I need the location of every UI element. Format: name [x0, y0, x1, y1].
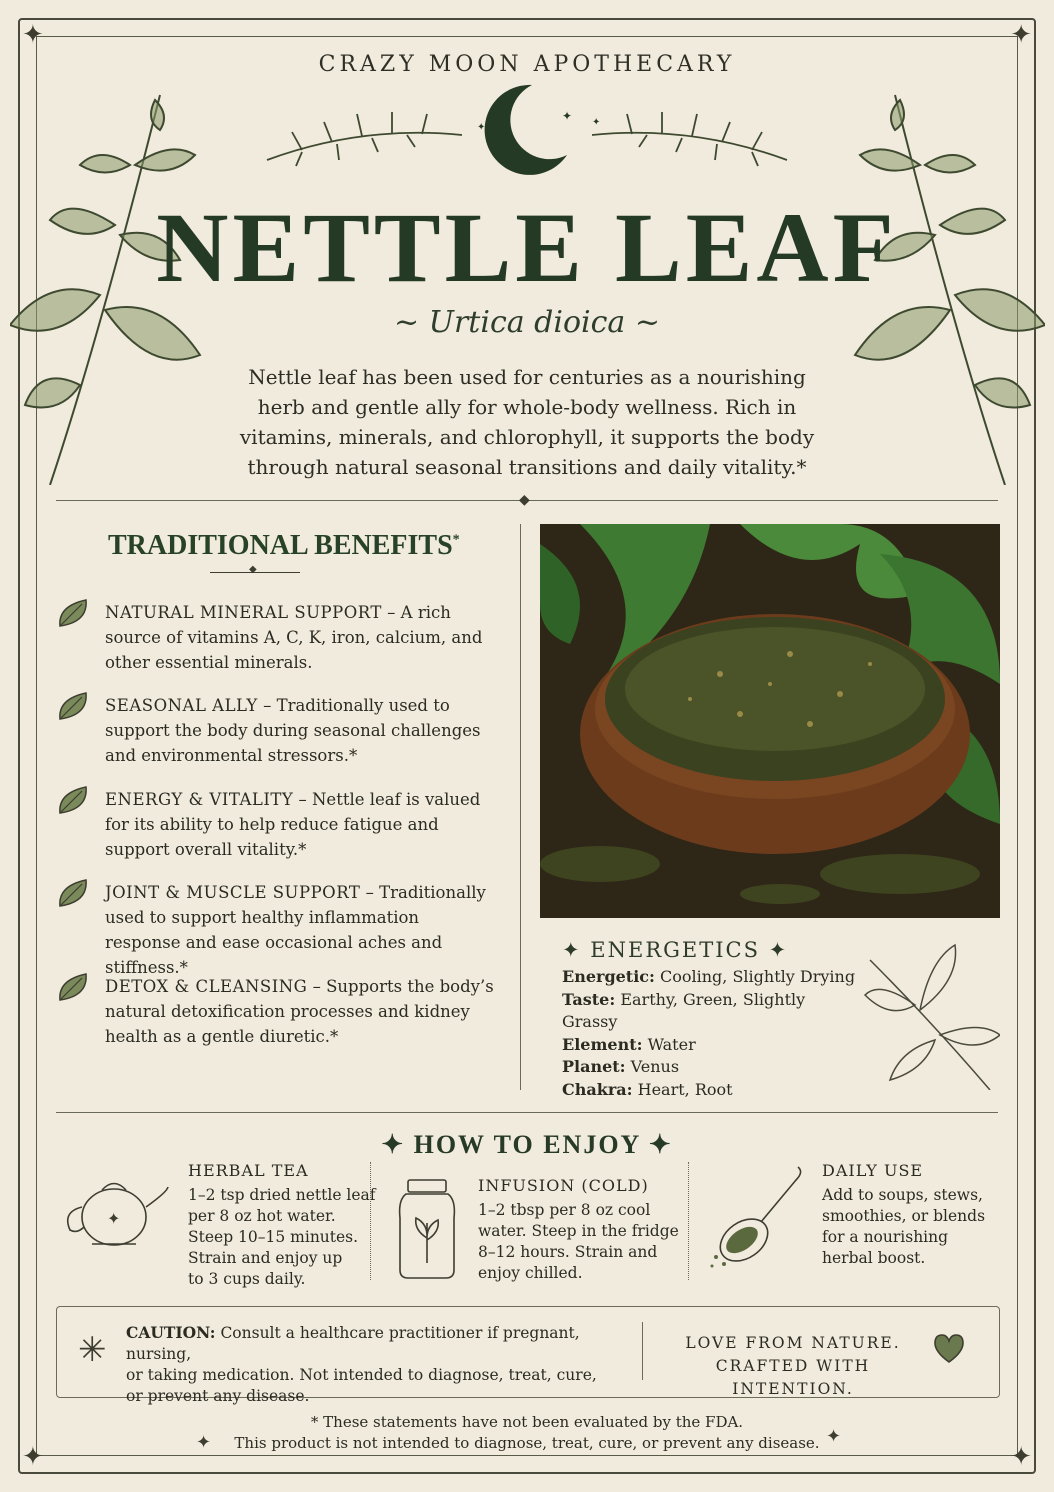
energetics-label: Element:	[562, 1034, 643, 1054]
method-line: smoothies, or blends	[822, 1207, 986, 1225]
benefit-text	[105, 787, 496, 862]
energetics-row	[562, 1034, 862, 1057]
teapot-icon	[62, 1172, 172, 1252]
leaf-icon	[56, 876, 90, 910]
benefit-heading: NATURAL MINERAL SUPPORT	[105, 603, 382, 622]
benefit-item	[56, 974, 496, 1049]
energetics-value: Water	[642, 1034, 696, 1054]
benefit-description: – Traditionally used to support healthy inflammation response and ease occasional aches and stiffness.*	[105, 883, 486, 977]
how-to-enjoy-title: ✦ HOW TO ENJOY ✦	[381, 1130, 673, 1159]
benefit-text	[105, 974, 496, 1049]
energetics-row	[562, 1056, 862, 1079]
benefit-item	[56, 600, 496, 675]
energetics-value: Heart, Root	[632, 1079, 733, 1099]
benefit-text	[105, 600, 496, 675]
svg-text:✦: ✦	[562, 109, 573, 123]
benefits-title-mark: *	[452, 532, 460, 548]
brand-name: CRAZY MOON APOTHECARY	[318, 52, 736, 77]
energetics-label: Taste:	[562, 989, 616, 1009]
leaf-icon	[56, 596, 90, 630]
caution-text: CAUTION: Consult a healthcare practitioner if pregnant, nursing, or taking medication. Not intended to diagnose, treat, cure, or prevent any disease.	[126, 1323, 597, 1405]
moon-sprig-ornament	[262, 80, 792, 185]
energetics-label: Planet:	[562, 1057, 626, 1076]
method-heading: INFUSION (COLD)	[478, 1176, 649, 1195]
energetics-value: Cooling, Slightly Drying	[654, 967, 856, 986]
corner-star-icon: ✦	[1010, 1442, 1032, 1472]
method-divider	[370, 1162, 371, 1280]
benefit-text	[105, 693, 496, 768]
latin-name: ~ Urtica dioica ~	[394, 305, 660, 340]
benefit-heading: SEASONAL ALLY	[105, 696, 258, 715]
energetics-value: Venus	[625, 1057, 680, 1076]
energetics-header: ✦ ENERGETICS ✦	[562, 938, 789, 962]
method-line: 1–2 tsp dried nettle leaf	[188, 1186, 376, 1204]
benefit-item	[56, 787, 496, 862]
svg-text:✦: ✦	[517, 151, 525, 161]
energetics-row	[562, 1079, 862, 1102]
energetics-label: Chakra:	[562, 1079, 633, 1099]
jar-icon	[396, 1178, 458, 1282]
corner-star-icon: ✦	[1010, 20, 1032, 50]
method-line: 8–12 hours. Strain and	[478, 1243, 658, 1261]
energetics-row	[562, 989, 862, 1034]
caution-divider	[642, 1322, 643, 1380]
corner-star-icon: ✦	[22, 20, 44, 50]
energetics-label: Energetic:	[562, 967, 655, 986]
footer-star-icon: ✦	[826, 1426, 842, 1447]
spoon-icon	[706, 1162, 806, 1272]
product-title: NETTLE LEAF	[156, 192, 898, 303]
caution-star-icon: ✳	[78, 1330, 107, 1370]
divider	[56, 1112, 998, 1113]
benefits-title: TRADITIONAL BENEFITS*	[108, 530, 460, 561]
method-line: water. Steep in the fridge	[478, 1222, 679, 1240]
caution-label: CAUTION:	[126, 1323, 216, 1342]
benefit-description: – Nettle leaf is valued for its ability to help reduce fatigue and support overall vitality.*	[105, 790, 481, 859]
corner-star-icon: ✦	[22, 1442, 44, 1472]
energetics-row	[562, 966, 862, 989]
crescent-moon-icon	[485, 85, 567, 175]
method-heading: DAILY USE	[822, 1161, 924, 1180]
love-message: LOVE FROM NATURE. CRAFTED WITH INTENTION.	[685, 1334, 901, 1398]
method-line: Add to soups, stews,	[822, 1186, 983, 1204]
energetics-panel	[562, 938, 862, 1101]
method-1	[188, 1160, 376, 1290]
nettle-bowl-photo	[540, 524, 1000, 918]
benefit-description: – A rich source of vitamins A, C, K, iron, calcium, and other essential minerals.	[105, 603, 483, 672]
footer-star-icon: ✦	[196, 1432, 212, 1453]
leaf-icon	[56, 970, 90, 1004]
method-line: to 3 cups daily.	[188, 1270, 306, 1288]
intro-text: Nettle leaf has been used for centuries as a nourishing herb and gentle ally for whole-body wellness. Rich in vitamins, minerals, and chlorophyll, it supports the body through natural seasonal transitions and daily vitality.*	[239, 365, 815, 479]
method-2	[478, 1175, 679, 1284]
benefit-heading: ENERGY & VITALITY	[105, 790, 294, 809]
svg-text:✦: ✦	[592, 117, 601, 128]
energetics-value: Earthy, Green, Slightly Grassy	[562, 989, 806, 1031]
method-divider	[688, 1162, 689, 1280]
energetics-title: ENERGETICS	[590, 938, 760, 962]
underline-diamond-icon: ◆	[249, 564, 257, 575]
benefit-description: – Supports the body’s natural detoxification processes and kidney health as a gentle diuretic.*	[105, 977, 494, 1046]
nettle-sketch-icon	[860, 940, 1000, 1090]
svg-text:✦: ✦	[107, 1209, 121, 1228]
leaf-icon	[56, 783, 90, 817]
benefit-item	[56, 880, 496, 980]
divider-diamond-icon: ◆	[519, 492, 530, 508]
benefit-heading: DETOX & CLEANSING	[105, 977, 308, 996]
method-line: herbal boost.	[822, 1249, 926, 1267]
method-line: enjoy chilled.	[478, 1264, 583, 1282]
method-line: 1–2 tbsp per 8 oz cool	[478, 1201, 651, 1219]
benefit-description: – Traditionally used to support the body during seasonal challenges and environmental stressors.*	[105, 696, 481, 765]
benefit-heading: JOINT & MUSCLE SUPPORT	[105, 883, 361, 902]
benefit-text	[105, 880, 496, 980]
method-heading: HERBAL TEA	[188, 1161, 309, 1180]
method-line: per 8 oz hot water.	[188, 1207, 336, 1225]
column-divider	[520, 524, 521, 1090]
method-line: Steep 10–15 minutes.	[188, 1228, 359, 1246]
method-3	[822, 1160, 985, 1269]
benefit-item	[56, 693, 496, 768]
method-line: for a nourishing	[822, 1228, 949, 1246]
method-line: Strain and enjoy up	[188, 1249, 343, 1267]
heart-icon	[932, 1332, 966, 1366]
footer-disclaimer: * These statements have not been evaluated by the FDA. This product is not intended to diagnose, treat, cure, or prevent any disease.	[234, 1413, 820, 1452]
svg-text:✦: ✦	[477, 122, 486, 133]
leaf-icon	[56, 689, 90, 723]
